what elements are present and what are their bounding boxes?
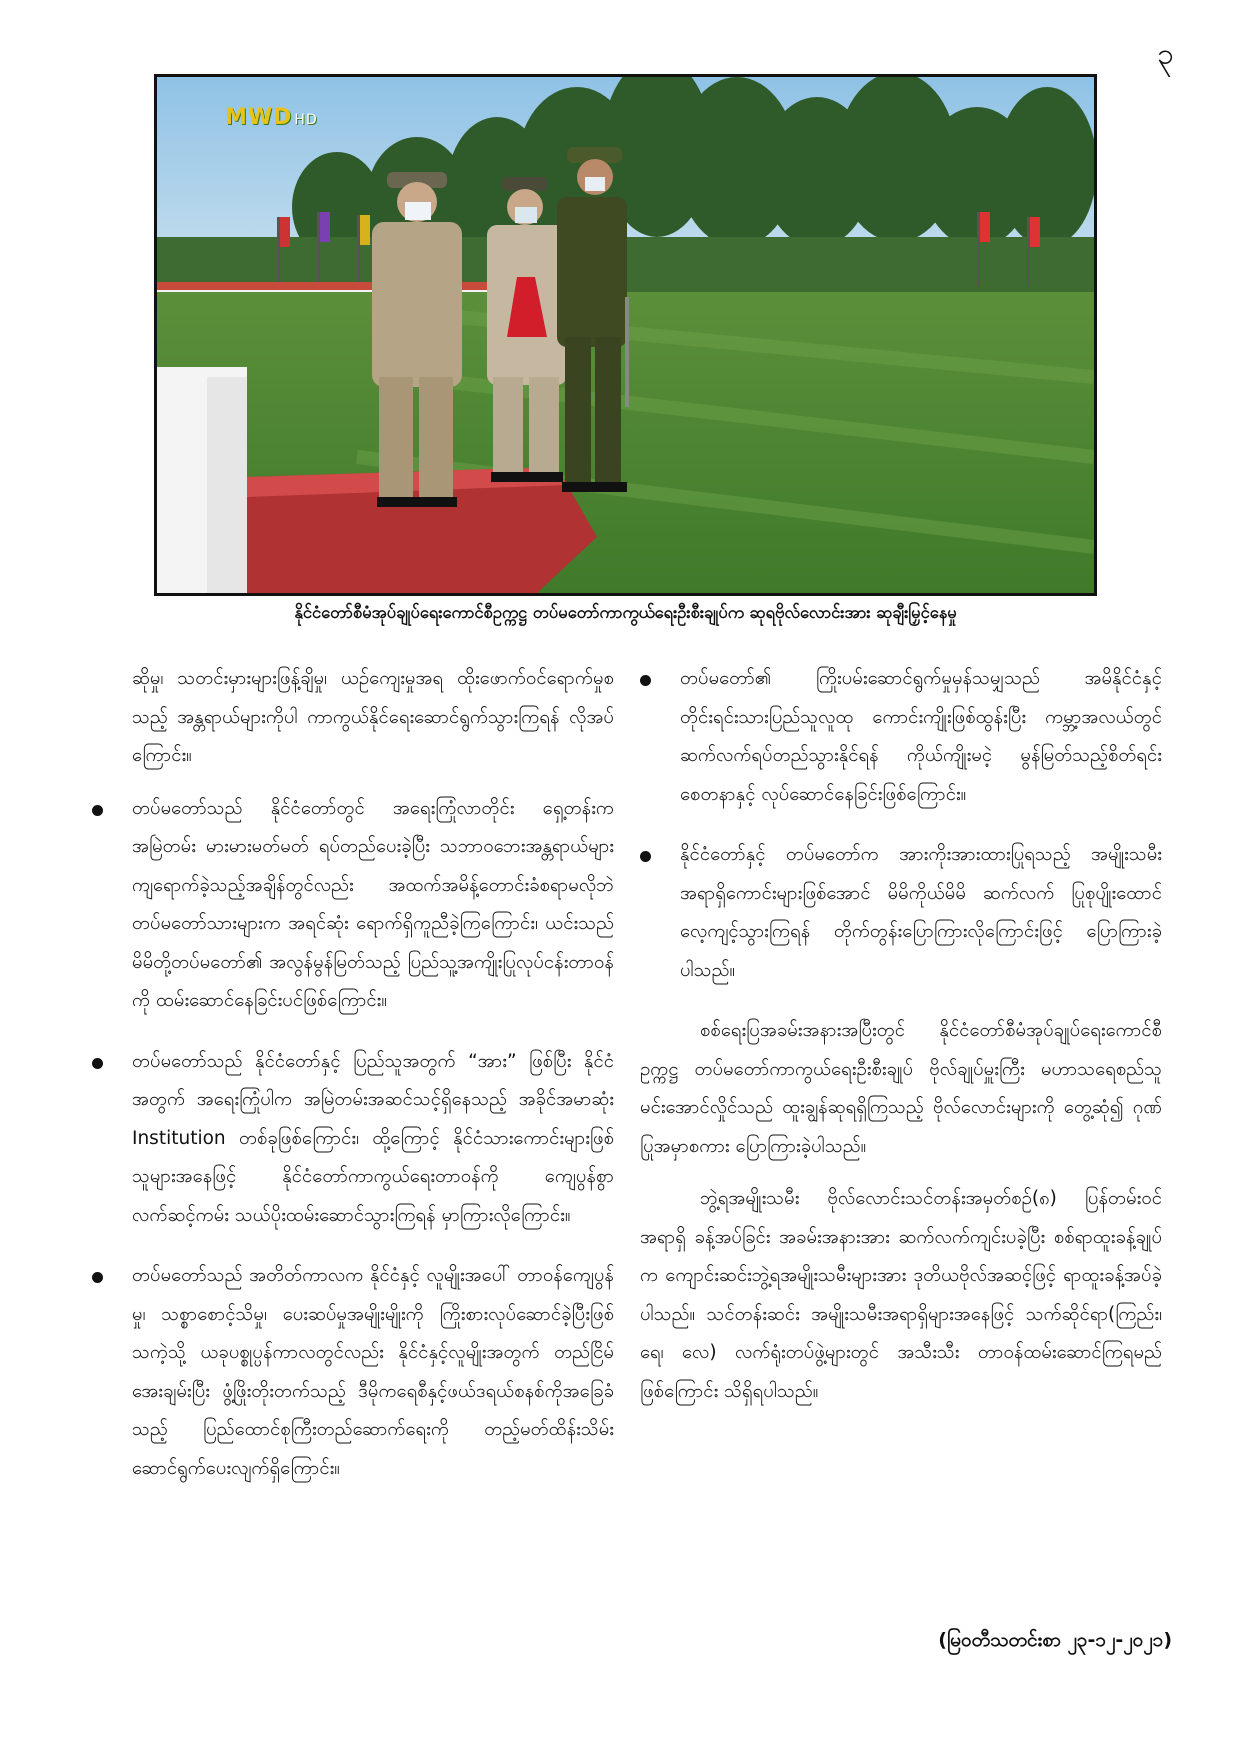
bullet-item bbox=[92, 1257, 614, 1488]
bullet-icon bbox=[640, 675, 651, 686]
bullet-icon bbox=[92, 1272, 103, 1283]
bullet-text: တပ်မတော်သည် အတိတ်ကာလက နိုင်ငံနှင့် လူမျိုးအပေါ် တာဝန်ကျေပွန်မှု၊ သစ္စာစောင့်သိမှု၊ ပေးဆပ်မှုအမျိုးမျိုးကို ကြိုးစားလုပ်ဆောင်ခဲ့ပြီးဖြစ်သကဲ့သို့ ယခုပစ္စုပ္ပန်ကာလတွင်လည်း နိုင်ငံနှင့်လူမျိုးအတွက် တည်ငြိမ်အေးချမ်းပြီး ဖွံ့ဖြိုးတိုးတက်သည့် ဒီမိုကရေစီနှင့်ဖယ်ဒရယ်စနစ်ကိုအခြေခံသည့် ပြည်ထောင်စုကြီးတည်ဆောက်ရေးကို တည့်မတ်ထိန်းသိမ်း ဆောင်ရွက်ပေးလျက်ရှိကြောင်း။ bbox=[132, 1265, 614, 1479]
intro-paragraph: ဆိုမှု၊ သတင်းမှားများဖြန့်ချိမှု၊ ယဉ်ကျေးမှုအရ ထိုးဖောက်ဝင်ရောက်မှုစသည့် အန္တရာယ်များကိုပါ ကာကွယ်နိုင်ရေးဆောင်ရွက်သွားကြရန် လိုအပ်ကြောင်း။ bbox=[132, 668, 614, 766]
body-paragraph: ဘွဲ့ရအမျိုးသမီး ဗိုလ်လောင်းသင်တန်းအမှတ်စဉ်(၈) ပြန်တမ်းဝင်အရာရှိ ခန့်အပ်ခြင်း အခမ်းအနားအား ဆက်လက်ကျင်းပခဲ့ပြီး စစ်ရာထူးခန့်ချုပ်က ကျောင်းဆင်းဘွဲ့ရအမျိုးသမီးများအား ဒုတိယဗိုလ်အဆင့်ဖြင့် ရာထူးခန့်အပ်ခဲ့ပါသည်။ သင်တန်းဆင်း အမျိုးသမီးအရာရှိများအနေဖြင့် သက်ဆိုင်ရာ(ကြည်း၊ ရေ၊ လေ) လက်ရုံးတပ်ဖွဲ့များတွင် အသီးသီး တာဝန်ထမ်းဆောင်ကြရမည်ဖြစ်ကြောင်း သိရှိရပါသည်။ bbox=[640, 1188, 1162, 1402]
bullet-item bbox=[92, 1043, 614, 1236]
channel-logo: MWD HD bbox=[225, 105, 318, 130]
bullet-icon bbox=[92, 805, 103, 816]
right-column bbox=[640, 660, 1162, 1425]
photo-caption: နိုင်ငံတော်စီမံအုပ်ချုပ်ရေးကောင်စီဥက္ကဋ္ဌ တပ်မတော်ကာကွယ်ရေးဦးစီးချုပ်က ဆုရဗိုလ်လောင်းအား ဆုချီးမြှင့်နေမှု bbox=[294, 603, 957, 622]
bullet-text: တပ်မတော်သည် နိုင်ငံတော်တွင် အရေးကြုံလာတိုင်း ရှေ့တန်းက အမြဲတမ်း မားမားမတ်မတ် ရပ်တည်ပေးခဲ့ပြီး သဘာဝဘေးအန္တရာယ်များ ကျရောက်ခဲ့သည့်အချိန်တွင်လည်း အထက်အမိန့်တောင်းခံစရာမလိုဘဲ တပ်မတော်သားများက အရင်ဆုံး ရောက်ရှိကူညီခဲ့ကြကြောင်း၊ ယင်းသည် မိမိတို့တပ်မတော်၏ အလွန်မွန်မြတ်သည့် ပြည်သူ့အကျိုးပြုလုပ်ငန်းတာဝန်ကို ထမ်းဆောင်နေခြင်းပင်ဖြစ်ကြောင်း။ bbox=[132, 797, 614, 1011]
bullet-icon bbox=[92, 1058, 103, 1069]
bullet-text: တပ်မတော်သည် နိုင်ငံတော်နှင့် ပြည်သူအတွက် “အား” ဖြစ်ပြီး နိုင်ငံအတွက် အရေးကြုံပါက အမြဲတမ်းအဆင်သင့်ရှိနေသည့် အခိုင်အမာဆုံး Institution တစ်ခုဖြစ်ကြောင်း၊ ထို့ကြောင့် နိုင်ငံသားကောင်းများဖြစ်သူများအနေဖြင့် နိုင်ငံတော်ကာကွယ်ရေးတာဝန်ကို ကျေပွန်စွာ လက်ဆင့်ကမ်း သယ်ပိုးထမ်းဆောင်သွားကြရန် မှာကြားလိုကြောင်း။ bbox=[132, 1050, 614, 1226]
bullet-icon bbox=[640, 851, 651, 862]
bullet-text: တပ်မတော်၏ ကြိုးပမ်းဆောင်ရွက်မှုမှန်သမျှသည် အမိနိုင်ငံနှင့် တိုင်းရင်းသားပြည်သူလူထု ကောင်းကျိုးဖြစ်ထွန်းပြီး ကမ္ဘာ့အလယ်တွင် ဆက်လက်ရပ်တည်သွားနိုင်ရန် ကိုယ်ကျိုးမငဲ့ မွန်မြတ်သည့်စိတ်ရင်းစေတနာနှင့် လုပ်ဆောင်နေခြင်းဖြစ်ကြောင်း။ bbox=[680, 668, 1162, 805]
ceremony-photo-illustration bbox=[157, 77, 1094, 593]
body-paragraph: စစ်ရေးပြအခမ်းအနားအပြီးတွင် နိုင်ငံတော်စီမံအုပ်ချုပ်ရေးကောင်စီဥက္ကဋ္ဌ တပ်မတော်ကာကွယ်ရေးဦးစီးချုပ် ဗိုလ်ချုပ်မှူးကြီး မဟာသရေစည်သူ မင်းအောင်လှိုင်သည် ထူးချွန်ဆုရရှိကြသည့် ဗိုလ်လောင်းများကို တွေ့ဆုံ၍ ဂုဏ်ပြုအမှာစကား ပြောကြားခဲ့ပါသည်။ bbox=[640, 1020, 1162, 1157]
bullet-item bbox=[92, 790, 614, 1021]
left-column bbox=[92, 660, 614, 1510]
bullet-item bbox=[640, 836, 1162, 990]
page-number: ၃ bbox=[1157, 37, 1174, 72]
source-citation: (မြဝတီသတင်းစာ ၂၃-၁၂-၂၀၂၁) bbox=[938, 1629, 1172, 1651]
bullet-item bbox=[640, 660, 1162, 814]
bullet-text: နိုင်ငံတော်နှင့် တပ်မတော်က အားကိုးအားထားပြုရသည့် အမျိုးသမီးအရာရှိကောင်းများဖြစ်အောင် မိမိကိုယ်မိမိ ဆက်လက် ပြုစုပျိုးထောင်လေ့ကျင့်သွားကြရန် တိုက်တွန်းပြောကြားလိုကြောင်းဖြင့် ပြောကြားခဲ့ပါသည်။ bbox=[680, 844, 1162, 981]
news-photo bbox=[154, 74, 1097, 596]
